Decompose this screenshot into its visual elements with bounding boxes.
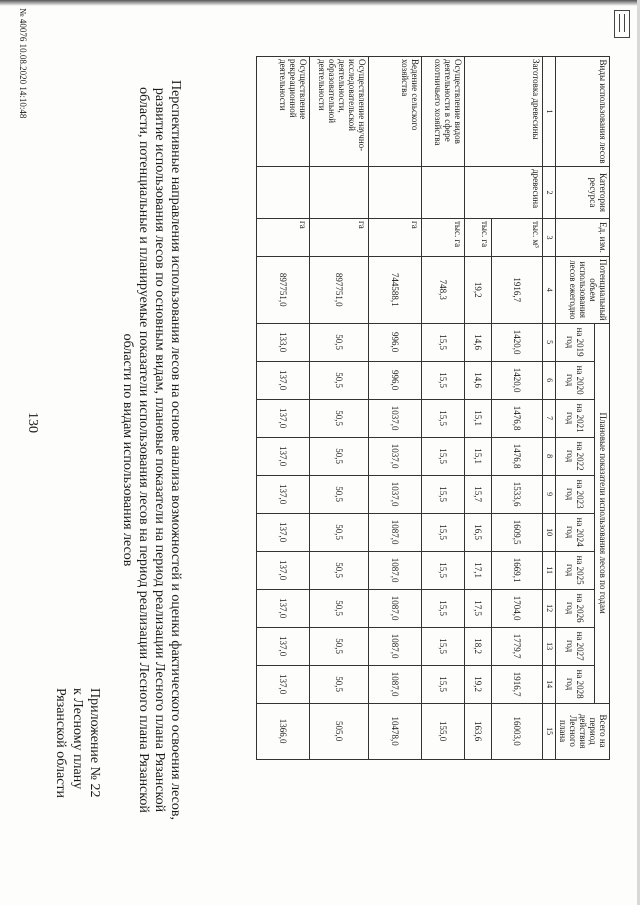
usage-table bbox=[256, 56, 610, 760]
cell-year-value: 15,1 bbox=[465, 437, 492, 475]
header-year: на 2026 год bbox=[556, 589, 595, 627]
cell-year-value: 15,5 bbox=[422, 513, 465, 551]
cell-year-value: 137,0 bbox=[257, 665, 310, 703]
column-number: 4 bbox=[543, 257, 556, 324]
cell-year-value: 137,0 bbox=[257, 399, 310, 437]
column-number: 14 bbox=[543, 665, 556, 703]
header-total: Всего на период действия Лесного плана bbox=[556, 703, 610, 759]
header-use-type: Виды использования лесов bbox=[556, 57, 610, 167]
cell-year-value: 1779,7 bbox=[492, 627, 543, 665]
cell-year-value: 137,0 bbox=[257, 437, 310, 475]
cell-year-value: 1087,0 bbox=[369, 589, 422, 627]
cell-total: 505,0 bbox=[310, 703, 369, 759]
cell-year-value: 14,6 bbox=[465, 361, 492, 399]
cell-total: 163,6 bbox=[465, 703, 492, 759]
cell-total: 10478,0 bbox=[369, 703, 422, 759]
cell-year-value: 137,0 bbox=[257, 589, 310, 627]
cell-year-value: 1087,0 bbox=[369, 551, 422, 589]
cell-year-value: 1476,8 bbox=[492, 437, 543, 475]
cell-use: Заготовка древесины bbox=[465, 57, 543, 167]
cell-year-value: 50,5 bbox=[310, 399, 369, 437]
cell-total: 1366,0 bbox=[257, 703, 310, 759]
header-year: на 2020 год bbox=[556, 361, 595, 399]
cell-resource bbox=[422, 167, 465, 219]
cell-year-value: 15,5 bbox=[422, 551, 465, 589]
cell-year-value: 137,0 bbox=[257, 551, 310, 589]
column-number: 15 bbox=[543, 703, 556, 759]
cell-year-value: 137,0 bbox=[257, 475, 310, 513]
cell-potential: 897751,0 bbox=[310, 257, 369, 324]
cell-potential: 1916,7 bbox=[492, 257, 543, 324]
table-row bbox=[422, 57, 465, 760]
cell-unit: тыс. м³ bbox=[492, 219, 543, 257]
cell-unit: га bbox=[257, 219, 310, 257]
cell-year-value: 133,0 bbox=[257, 323, 310, 361]
appendix-line-3: Рязанской области bbox=[53, 688, 68, 799]
column-number: 9 bbox=[543, 475, 556, 513]
cell-year-value: 50,5 bbox=[310, 361, 369, 399]
column-number: 7 bbox=[543, 399, 556, 437]
cell-unit: тыс. га bbox=[465, 219, 492, 257]
cell-year-value: 15,1 bbox=[465, 399, 492, 437]
cell-year-value: 1420,0 bbox=[492, 323, 543, 361]
cell-year-value: 1609,5 bbox=[492, 513, 543, 551]
cell-unit: га bbox=[310, 219, 369, 257]
cell-total: 155,0 bbox=[422, 703, 465, 759]
cell-resource: древесина bbox=[465, 167, 543, 219]
header-resource: Категория ресурса bbox=[556, 167, 610, 219]
header-year: на 2024 год bbox=[556, 513, 595, 551]
header-unit: Ед. изм. bbox=[556, 219, 610, 257]
column-number: 11 bbox=[543, 551, 556, 589]
cell-use: Осуществление рекреационной деятельности bbox=[257, 57, 310, 167]
cell-year-value: 1669,1 bbox=[492, 551, 543, 589]
table-row bbox=[257, 57, 310, 760]
registry-stamp-icon bbox=[614, 10, 630, 38]
cell-year-value: 1476,8 bbox=[492, 399, 543, 437]
cell-year-value: 137,0 bbox=[257, 627, 310, 665]
cell-year-value: 1087,0 bbox=[369, 513, 422, 551]
cell-year-value: 17,1 bbox=[465, 551, 492, 589]
cell-year-value: 1037,0 bbox=[369, 437, 422, 475]
cell-year-value: 15,5 bbox=[422, 665, 465, 703]
cell-resource bbox=[257, 167, 310, 219]
cell-use: Ведение сельского хозяйства bbox=[369, 57, 422, 167]
table-row bbox=[369, 57, 422, 760]
cell-unit: тыс. га bbox=[422, 219, 465, 257]
cell-year-value: 15,7 bbox=[465, 475, 492, 513]
cell-year-value: 1916,7 bbox=[492, 665, 543, 703]
header-potential: Потенциальный объем использования лесов ежегодно bbox=[556, 257, 610, 324]
cell-year-value: 50,5 bbox=[310, 665, 369, 703]
cell-year-value: 15,5 bbox=[422, 323, 465, 361]
cell-potential: 897751,0 bbox=[257, 257, 310, 324]
cell-year-value: 1037,0 bbox=[369, 399, 422, 437]
cell-total: 16003,0 bbox=[492, 703, 543, 759]
cell-year-value: 50,5 bbox=[310, 589, 369, 627]
cell-potential: 19,2 bbox=[465, 257, 492, 324]
document-title: Перспективные направления использования лесов на основе анализа возможностей и оценки фактического освоения лесов, развитие использования лесов по основным видам, плановые показатели на период реализации Лесного плана Рязанской области, потенциальные и планируемые показатели использования лесов на период реализации Лесного плана Рязанской области по видам использования лесов bbox=[120, 80, 183, 820]
column-number: 3 bbox=[543, 219, 556, 257]
cell-year-value: 50,5 bbox=[310, 627, 369, 665]
cell-year-value: 16,5 bbox=[465, 513, 492, 551]
cell-year-value: 137,0 bbox=[257, 513, 310, 551]
column-number: 2 bbox=[543, 167, 556, 219]
appendix-line-2: к Лесному плану bbox=[70, 688, 85, 790]
cell-year-value: 996,0 bbox=[369, 361, 422, 399]
cell-unit: га bbox=[369, 219, 422, 257]
appendix-line-1: Приложение № 22 bbox=[87, 688, 102, 798]
header-year: на 2025 год bbox=[556, 551, 595, 589]
cell-use: Осуществление научно-исследовательской деятельности, образовательной деятельности bbox=[310, 57, 369, 167]
appendix-note bbox=[52, 688, 103, 798]
column-number: 10 bbox=[543, 513, 556, 551]
header-year: на 2028 год bbox=[556, 665, 595, 703]
cell-year-value: 15,5 bbox=[422, 361, 465, 399]
cell-year-value: 18,2 bbox=[465, 627, 492, 665]
cell-year-value: 50,5 bbox=[310, 475, 369, 513]
cell-resource bbox=[369, 167, 422, 219]
cell-year-value: 15,5 bbox=[422, 627, 465, 665]
column-number: 12 bbox=[543, 589, 556, 627]
header-year: на 2027 год bbox=[556, 627, 595, 665]
cell-use: Осуществление видов деятельности в сфере охотничьего хозяйства bbox=[422, 57, 465, 167]
cell-year-value: 1533,6 bbox=[492, 475, 543, 513]
cell-year-value: 50,5 bbox=[310, 323, 369, 361]
cell-year-value: 15,5 bbox=[422, 399, 465, 437]
column-number: 1 bbox=[543, 57, 556, 167]
cell-resource bbox=[310, 167, 369, 219]
cell-potential: 744588,1 bbox=[369, 257, 422, 324]
registration-footer: № 40076 10.08.2020 14:10:48 bbox=[18, 8, 28, 119]
cell-year-value: 1087,0 bbox=[369, 665, 422, 703]
cell-year-value: 50,5 bbox=[310, 551, 369, 589]
cell-year-value: 1704,0 bbox=[492, 589, 543, 627]
table-row bbox=[492, 57, 543, 760]
cell-potential: 748,3 bbox=[422, 257, 465, 324]
cell-year-value: 15,5 bbox=[422, 589, 465, 627]
header-year: на 2019 год bbox=[556, 323, 595, 361]
cell-year-value: 19,2 bbox=[465, 665, 492, 703]
cell-year-value: 1087,0 bbox=[369, 627, 422, 665]
table-row bbox=[310, 57, 369, 760]
cell-year-value: 15,5 bbox=[422, 475, 465, 513]
column-number: 13 bbox=[543, 627, 556, 665]
page-number: 130 bbox=[25, 412, 40, 433]
column-number: 6 bbox=[543, 361, 556, 399]
cell-year-value: 50,5 bbox=[310, 437, 369, 475]
header-year: на 2021 год bbox=[556, 399, 595, 437]
cell-year-value: 996,0 bbox=[369, 323, 422, 361]
cell-year-value: 137,0 bbox=[257, 361, 310, 399]
header-year: на 2023 год bbox=[556, 475, 595, 513]
cell-year-value: 50,5 bbox=[310, 513, 369, 551]
header-planned-group: Плановые показатели использования лесов по годам bbox=[595, 323, 610, 703]
column-number: 5 bbox=[543, 323, 556, 361]
cell-year-value: 1420,0 bbox=[492, 361, 543, 399]
cell-year-value: 14,6 bbox=[465, 323, 492, 361]
column-number: 8 bbox=[543, 437, 556, 475]
cell-year-value: 17,5 bbox=[465, 589, 492, 627]
cell-year-value: 1037,0 bbox=[369, 475, 422, 513]
cell-year-value: 15,5 bbox=[422, 437, 465, 475]
header-year: на 2022 год bbox=[556, 437, 595, 475]
